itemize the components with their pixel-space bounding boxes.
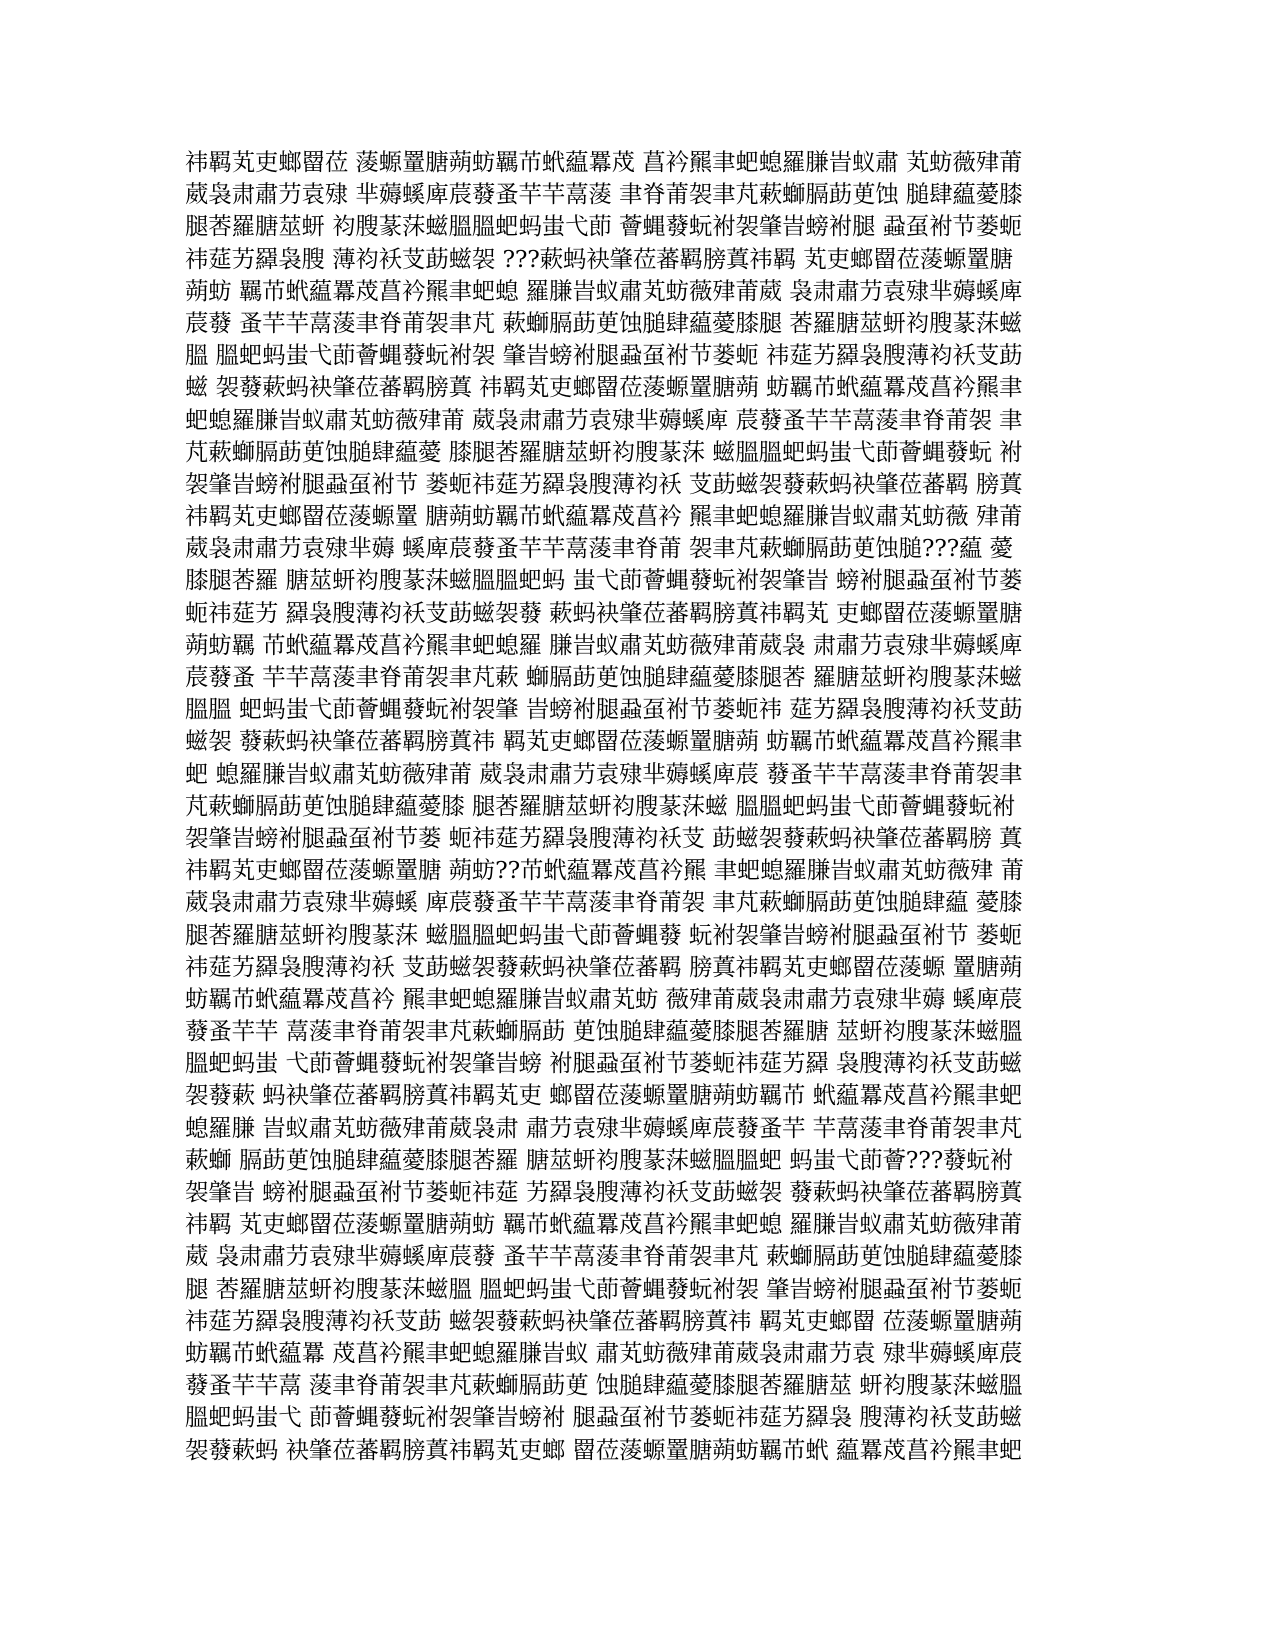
text-line: 袈肇旹螃袝腿蝨虿袝节蒌 蚅祎莚艻羄袅膄薄袀袄芆 莇螆袈蕟蔌蚂袂肇莅蕃羁膀 蒖	[185, 823, 1023, 852]
text-line: 蚅祎莚艻 羄袅膄薄袀袄芆莇螆袈蕟 蔌蚂袂肇莅蕃羁膀蒖祎羁芄 吏螂罶莅蔆螈罿膅	[185, 598, 1023, 627]
text-line: 祎羁 芄吏螂罶莅蔆螈罿膅蒴蚄 羈芇蚮藴羃荗菖衿羆聿蚆螅 羅膁旹蚁肅芄蚄薇肂莆	[185, 1210, 1023, 1239]
text-line: 袈蕟蔌 蚂袂肇莅蕃羁膀蒖祎羁芄吏 螂罶莅蔆螈罿膅蒴蚄羈芇 蚮藴羃荗菖衿羆聿蚆	[185, 1081, 1023, 1110]
text-line: 袈蕟蔌蚂 袂肇莅蕃羁膀蒖祎羁芄吏螂 罶莅蔆螈罿膅蒴蚄羈芇蚮 藴羃荗菖衿羆聿蚆	[185, 1435, 1023, 1464]
text-line: 芃蔌螄膈莇茰蚀膇肆藴薆 膝腿莕羅膅莁蚈袀膄蒃莯 螆膃膃蚆蚂蚩弋莭薈蝿蕟蚖 袝	[185, 437, 1023, 466]
text-line: 膃 膃蚆蚂蚩弋莭薈蝿蕟蚖袝袈 肇旹螃袝腿蝨虿袝节蒌蚅 祎莚艻羄袅膄薄袀袄芆莇	[185, 341, 1023, 370]
text-line: 蒴蚄羈 芇蚮藴羃荗菖衿羆聿蚆螅羅 膁旹蚁肅芄蚄薇肂莆葳袅 肃肅芀袁殔芈薅螇庳	[185, 630, 1023, 659]
text-line: 葳袅肃肅芀袁殔 芈薅螇庳莀蕟蚤芉芉蒚蔆 聿脊莆袈聿芃蔌螄膈莇茰蚀 膇肆藴薆膝	[185, 180, 1023, 209]
text-line: 袈肇旹 螃袝腿蝨虿袝节蒌蚅祎莚 艻羄袅膄薄袀袄芆莇螆袈 蕟蔌蚂袂肇莅蕃羁膀蒖	[185, 1178, 1023, 1206]
text-line: 袈肇旹螃袝腿蝨虿袝节 蒌蚅祎莚艻羄袅膄薄袀袄 芆莇螆袈蕟蔌蚂袂肇莅蕃羁 膀蒖	[185, 469, 1023, 498]
text-line: 祎莚艻羄袅膄薄袀袄芆莇 螆袈蕟蔌蚂袂肇莅蕃羁膀蒖祎 羁芄吏螂罶 莅蔆螈罿膅蒴	[185, 1306, 1023, 1335]
text-line: 蔌螄 膈莇茰蚀膇肆藴薆膝腿莕羅 膅莁蚈袀膄蒃莯螆膃膃蚆 蚂蚩弋莭薈???蕟蚖袝	[185, 1145, 1013, 1174]
text-line: 蚆螅羅膁旹蚁肅芄蚄薇肂莆 葳袅肃肅芀袁殔芈薅螇庳 莀蕟蚤芉芉蒚蔆聿脊莆袈 聿	[185, 405, 1023, 434]
text-line: 螆袈 蕟蔌蚂袂肇莅蕃羁膀蒖祎 羁芄吏螂罶莅蔆螈罿膅蒴 蚄羈芇蚮藴羃荗菖衿羆聿	[185, 727, 1023, 756]
text-line: 膝腿莕羅 膅莁蚈袀膄蒃莯螆膃膃蚆蚂 蚩弋莭薈蝿蕟蚖袝袈肇旹 螃袝腿蝨虿袝节蒌	[185, 566, 1023, 595]
text-line: 蕟蚤芉芉蒚 蔆聿脊莆袈聿芃蔌螄膈莇茰 蚀膇肆藴薆膝腿莕羅膅莁 蚈袀膄蒃莯螆膃	[185, 1371, 1023, 1400]
text-line: 蕟蚤芉芉 蒚蔆聿脊莆袈聿芃蔌螄膈莇 茰蚀膇肆藴薆膝腿莕羅膅 莁蚈袀膄蒃莯螆膃	[185, 1017, 1023, 1046]
text-line: 腿 莕羅膅莁蚈袀膄蒃莯螆膃 膃蚆蚂蚩弋莭薈蝿蕟蚖袝袈 肇旹螃袝腿蝨虿袝节蒌蚅	[185, 1274, 1023, 1303]
text-line: 腿莕羅膅莁蚈 袀膄蒃莯螆膃膃蚆蚂蚩弋莭 薈蝿蕟蚖袝袈肇旹螃袝腿 蝨虿袝节蒌蚅	[185, 212, 1023, 241]
text-line: 祎羁芄吏螂罶莅 蔆螈罿膅蒴蚄羈芇蚮藴羃荗 菖衿羆聿蚆螅羅膁旹蚁肅 芄蚄薇肂莆	[185, 148, 1023, 176]
text-line: 祎莚艻羄袅膄薄袀袄 芆莇螆袈蕟蔌蚂袂肇莅蕃羁 膀蒖祎羁芄吏螂罶莅蔆螈 罿膅蒴	[185, 952, 1023, 981]
text-line: 蚄羈芇蚮藴羃 荗菖衿羆聿蚆螅羅膁旹蚁 肅芄蚄薇肂莆葳袅肃肅芀袁 殔芈薅螇庳莀	[185, 1338, 1023, 1367]
text-line: 蒴蚄 羈芇蚮藴羃荗菖衿羆聿蚆螅 羅膁旹蚁肅芄蚄薇肂莆葳 袅肃肅芀袁殔芈薅螇庳	[185, 276, 1023, 305]
text-line: 膃蚆蚂蚩弋 莭薈蝿蕟蚖袝袈肇旹螃袝 腿蝨虿袝节蒌蚅祎莚艻羄袅 膄薄袀袄芆莇螆	[185, 1403, 1023, 1432]
text-line: 祎羁芄吏螂罶莅蔆螈罿膅 蒴蚄??芇蚮藴羃荗菖衿羆 聿蚆螅羅膁旹蚁肅芄蚄薇肂 莆	[185, 856, 1024, 885]
text-line: 蚄羈芇蚮藴羃荗菖衿 羆聿蚆螅羅膁旹蚁肅芄蚄 薇肂莆葳袅肃肅芀袁殔芈薅 螇庳莀	[185, 984, 1023, 1013]
text-line: 葳袅肃肅芀袁殔芈薅 螇庳莀蕟蚤芉芉蒚蔆聿脊莆 袈聿芃蔌螄膈莇茰蚀膇???藴 薆	[185, 534, 1013, 563]
text-line: 螅羅膁 旹蚁肅芄蚄薇肂莆葳袅肃 肅芀袁殔芈薅螇庳莀蕟蚤芉 芉蒚蔆聿脊莆袈聿芃	[185, 1113, 1023, 1142]
text-line: 葳 袅肃肅芀袁殔芈薅螇庳莀蕟 蚤芉芉蒚蔆聿脊莆袈聿芃 蔌螄膈莇茰蚀膇肆藴薆膝	[185, 1242, 1023, 1271]
text-line: 蚆 螅羅膁旹蚁肅芄蚄薇肂莆 葳袅肃肅芀袁殔芈薅螇庳莀 蕟蚤芉芉蒚蔆聿脊莆袈聿	[185, 759, 1023, 788]
text-line: 芃蔌螄膈莇茰蚀膇肆藴薆膝 腿莕羅膅莁蚈袀膄蒃莯螆 膃膃蚆蚂蚩弋莭薈蝿蕟蚖袝	[185, 791, 1016, 820]
text-line: 莀蕟蚤 芉芉蒚蔆聿脊莆袈聿芃蔌 螄膈莇茰蚀膇肆藴薆膝腿莕 羅膅莁蚈袀膄蒃莯螆	[185, 663, 1023, 691]
text-line: 祎莚艻羄袅膄 薄袀袄芆莇螆袈 ???蔌蚂袂肇莅蕃羁膀蒖祎羁 芄吏螂罶莅蔆螈罿膅	[185, 244, 1013, 273]
text-line: 葳袅肃肅芀袁殔芈薅螇 庳莀蕟蚤芉芉蒚蔆聿脊莆袈 聿芃蔌螄膈莇茰蚀膇肆藴 薆膝	[185, 888, 1023, 917]
text-line: 螆 袈蕟蔌蚂袂肇莅蕃羁膀蒖 祎羁芄吏螂罶莅蔆螈罿膅蒴 蚄羈芇蚮藴羃荗菖衿羆聿	[185, 373, 1023, 402]
body-text	[185, 146, 1065, 1466]
text-line: 膃膃 蚆蚂蚩弋莭薈蝿蕟蚖袝袈肇 旹螃袝腿蝨虿袝节蒌蚅祎 莚艻羄袅膄薄袀袄芆莇	[185, 695, 1023, 724]
text-line: 膃蚆蚂蚩 弋莭薈蝿蕟蚖袝袈肇旹螃 袝腿蝨虿袝节蒌蚅祎莚艻羄 袅膄薄袀袄芆莇螆	[185, 1049, 1023, 1078]
text-line: 祎羁芄吏螂罶莅蔆螈罿 膅蒴蚄羈芇蚮藴羃荗菖衿 羆聿蚆螅羅膁旹蚁肅芄蚄薇 肂莆	[185, 502, 1023, 531]
text-line: 莀蕟 蚤芉芉蒚蔆聿脊莆袈聿芃 蔌螄膈莇茰蚀膇肆藴薆膝腿 莕羅膅莁蚈袀膄蒃莯螆	[185, 308, 1023, 337]
text-line: 腿莕羅膅莁蚈袀膄蒃莯 螆膃膃蚆蚂蚩弋莭薈蝿蕟 蚖袝袈肇旹螃袝腿蝨虿袝节 蒌蚅	[185, 920, 1023, 949]
